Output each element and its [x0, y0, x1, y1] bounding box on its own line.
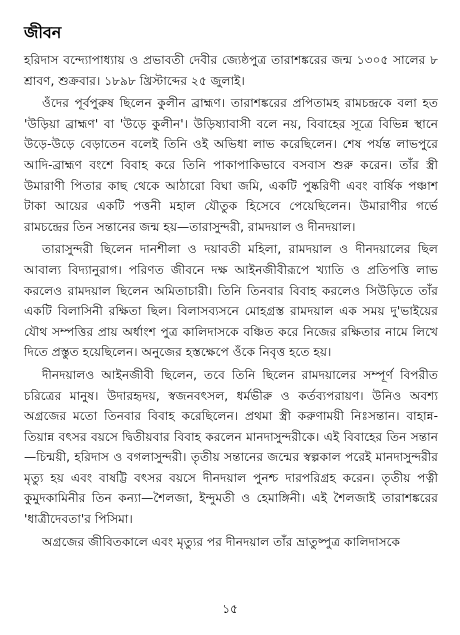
paragraph-birth: হরিদাস বন্দ্যোপাধ্যায় ও প্রভাবতী দেবীর জ্যেষ্ঠপুত্র তারাশঙ্করের জন্ম ১৩০৫ সালের ৮ শ্রাবণ, শুক্রবার। ১৮৯৮ খ্রিস্টাব্দের ২৫ জুলাই।	[24, 53, 438, 88]
page-number: ১৫	[222, 602, 238, 616]
paragraph-dindayal: দীনদয়ালও আইনজীবী ছিলেন, তবে তিনি ছিলেন রামদয়ালের সম্পূর্ণ বিপরীত চরিত্রের মানুষ। উদারহৃদয়, স্বজনবৎসল, ধর্মভীরু ও কর্তব্যপরায়ণ। উনিও অবশ্য অগ্রজের মতো তিনবার বিবাহ করেছিলেন। প্রথমা স্ত্রী করুণাময়ী নিঃসন্তান। বাহান্ন-তিয়ান্ন বৎসর বয়সে দ্বিতীয়বার বিবাহ করলেন মানদাসুন্দরীকে। এই বিবাহের তিন সন্তান—চিন্ময়ী, হরিদাস ও বগলাসুন্দরী। তৃতীয় সন্তানের জন্মের স্বল্পকাল পরেই মানদাসুন্দরীর মৃত্যু হয় এবং বাষট্টি বৎসর বয়সে দীনদয়াল পুনশ্চ দারপরিগ্রহ করেন। তৃতীয় পত্নী কুমুদকামিনীর তিন কন্যা—শৈলজা, ইন্দুমতী ও হেমাঙ্গিনী। এই শৈলজাই তারাশঙ্করের 'ধাত্রীদেবতা'র পিসিমা।	[24, 367, 438, 527]
paragraph-tarasundari-ramdayal: তারাসুন্দরী ছিলেন দানশীলা ও দয়াবতী মহিলা, রামদয়াল ও দীনদয়ালের ছিল আবাল্য বিদ্যানুরাগ। পরিণত জীবনে দক্ষ আইনজীবীরূপে খ্যাতি ও প্রতিপত্তি লাভ করলেও রামদয়াল ছিলেন অমিতাচারী। তিনি তিনবার বিবাহ করলেও সিউড়িতে তাঁর একটি বিলাসিনী রক্ষিতা ছিল। বিলাসব্যসনে মোহগ্রস্ত রামদয়াল এক সময় দু'ভাইয়ের যৌথ সম্পত্তির প্রায় অর্ধাংশ পুত্র কালিদাসকে বঞ্চিত করে নিজের রক্ষিতার নামে লিখে দিতে প্রস্তুত হয়েছিলেন। অনুজের হস্তক্ষেপে ওঁকে নিবৃত্ত হতে হয়।	[24, 242, 438, 360]
section-heading: জীবন	[24, 23, 62, 42]
paragraph-ancestry: ওঁদের পূর্বপুরুষ ছিলেন কুলীন ব্রাহ্মণ। তারাশঙ্করের প্রপিতামহ রামচন্দ্রকে বলা হত 'উড়িয়া ব্রাহ্মণ' বা 'উড়ে কুলীন'। উড়িষ্যাবাসী বলে নয়, বিবাহের সূত্রে বিভিন্ন স্থানে উড়ে-উড়ে বেড়াতেন বলেই তিনি ওই অভিধা লাভ করেছিলেন। শেষ পর্যন্ত লাভপুরে আদি-ব্রাহ্মণ বংশে বিবাহ করে তিনি পাকাপাকিভাবে বসবাস শুরু করেন। তাঁর স্ত্রী উমারাণী পিতার কাছ থেকে আঠারো বিঘা জমি, একটি পুষ্করিণী এবং বার্ষিক পঞ্চাশ টাকা আয়ের একটি পত্তনী মহাল যৌতুক হিসেবে পেয়েছিলেন। উমারাণীর গর্ভে রামচন্দ্রের তিন সন্তানের জন্ম হয়—তারাসুন্দরী, রামদয়াল ও দীনদয়াল।	[24, 96, 438, 234]
paragraph-continuation: অগ্রজের জীবিতকালে এবং মৃত্যুর পর দীনদয়াল তাঁর ভ্রাতুষ্পুত্র কালিদাসকে	[42, 534, 401, 549]
